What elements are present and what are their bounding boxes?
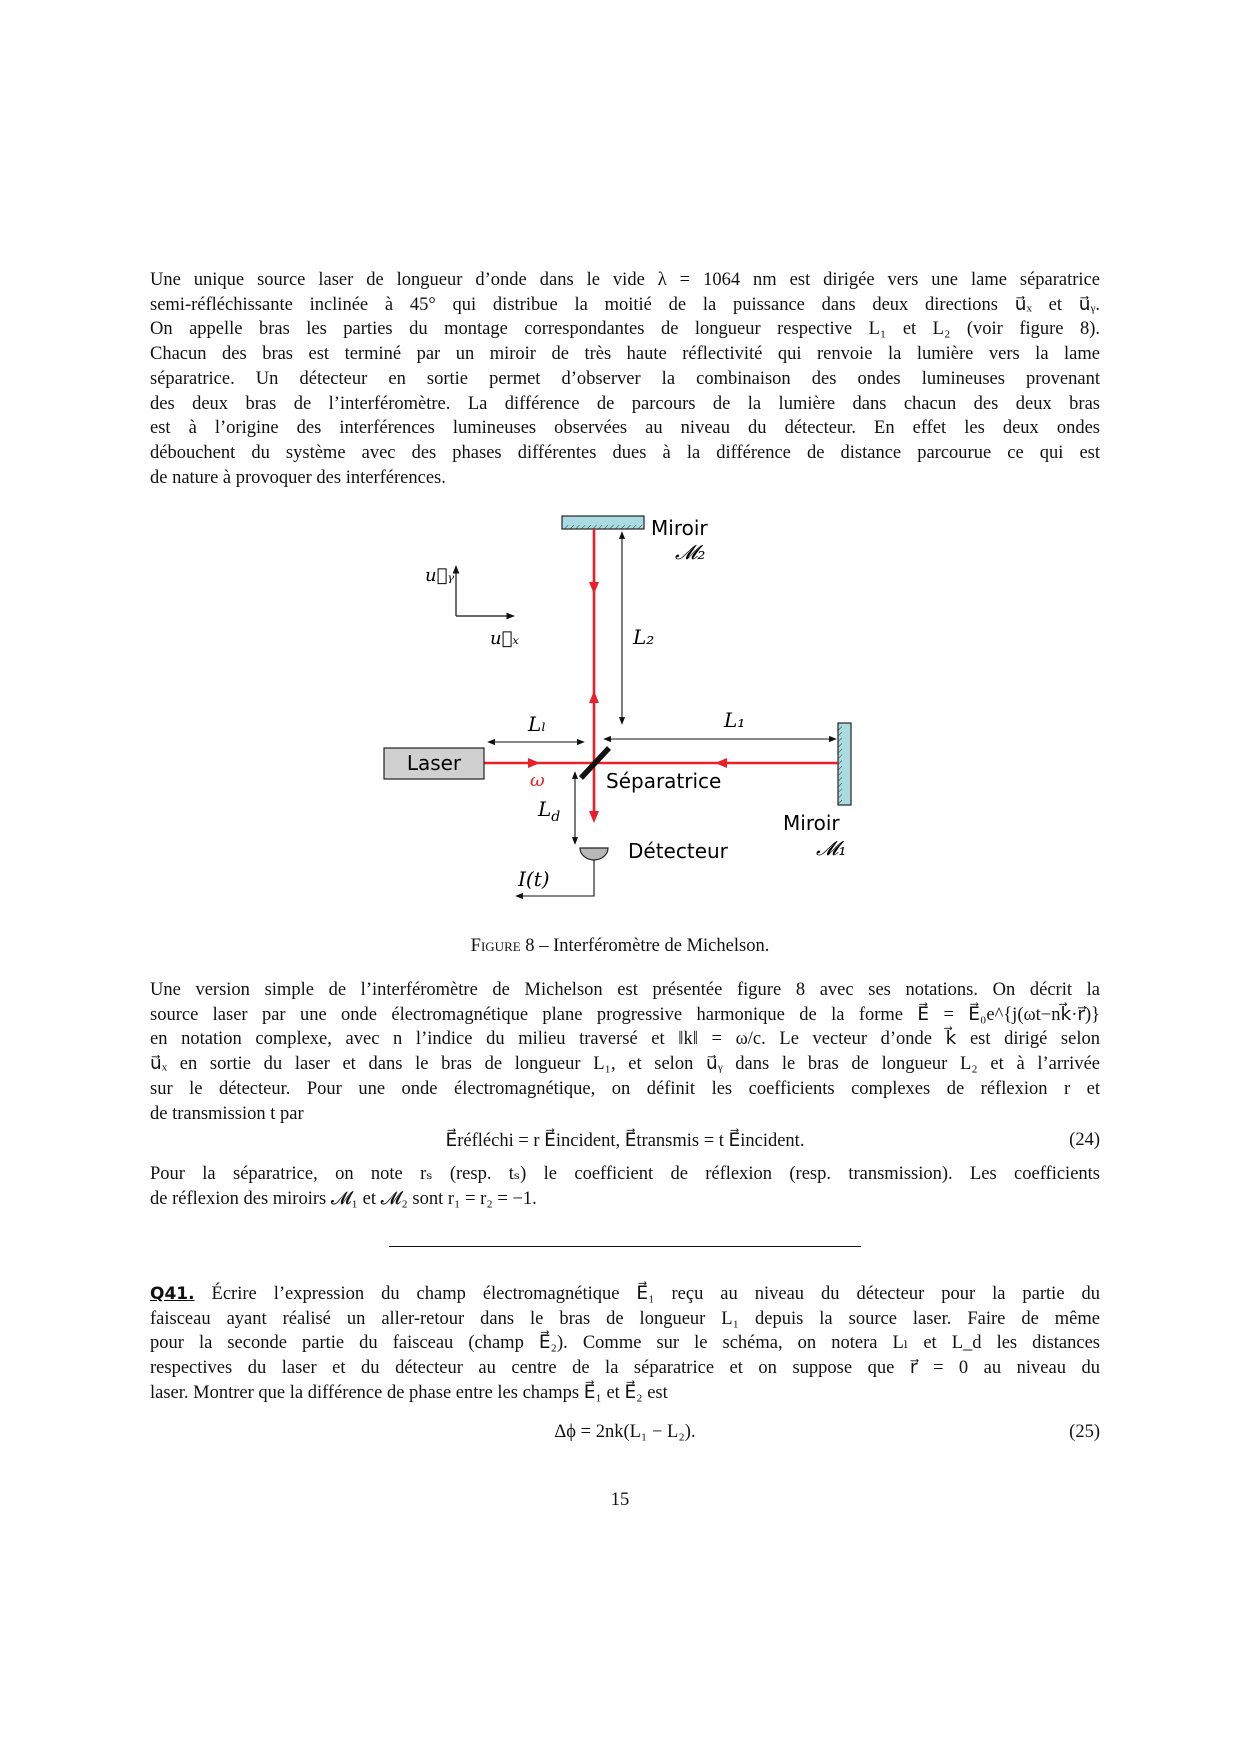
description-line: source laser par une onde électromagnétique plane progressive harmonique de la forme E⃗ = E⃗₀e^{j(ωt−nk⃗·r⃗)}	[150, 1004, 1100, 1025]
intro-line: est à l’origine des interférences lumineuses observées au niveau du détecteur. En effet les deux ondes	[150, 418, 1100, 439]
It-label: I(t)	[518, 867, 550, 891]
michelson-diagram	[370, 508, 870, 908]
intro-line: Une unique source laser de longueur d’onde dans le vide λ = 1064 nm est dirigée vers une lame séparatrice	[150, 270, 1100, 290]
description-line: Une version simple de l’interféromètre de Michelson est présentée figure 8 avec ses notations. On décrit la	[150, 980, 1100, 1000]
mirror-m1-label: Miroir	[783, 811, 840, 835]
page-number: 15	[610, 1490, 630, 1510]
coefficients-paragraph	[150, 1162, 1100, 1211]
beam-splitter-label: Séparatrice	[606, 769, 722, 793]
axes	[456, 566, 514, 616]
equation-24-number: (24)	[1069, 1130, 1100, 1150]
question-label: Q41.	[150, 1284, 195, 1304]
intro-line: semi-réfléchissante inclinée à 45° qui distribue la moitié de la puissance dans deux directions u⃗ₓ et u⃗ᵧ.	[150, 294, 1100, 315]
description-paragraph	[150, 978, 1100, 1126]
Ll-label: Lₗ	[528, 712, 547, 736]
mirror-m1-symbol: 𝓜₁	[816, 836, 847, 860]
question-line: laser. Montrer que la différence de phase entre les champs E⃗₁ et E⃗₂ est	[150, 1382, 668, 1403]
Ld-label: $L_d$	[538, 797, 561, 825]
caption-text: – Interféromètre de Michelson.	[534, 936, 770, 956]
description-line: de transmission t par	[150, 1103, 304, 1124]
ux-label: u⃗ₓ	[490, 628, 519, 649]
section-divider	[389, 1246, 861, 1247]
figure-caption	[0, 936, 1240, 957]
intro-line: des deux bras de l’interféromètre. La différence de parcours de la lumière dans chacun des deux bras	[150, 393, 1100, 414]
mirror-m1	[838, 723, 851, 805]
intro-line: séparatrice. Un détecteur en sortie permet d’observer la combinaison des ondes lumineuses provenant	[150, 368, 1100, 389]
laser-label: Laser	[406, 751, 462, 775]
intro-line: de nature à provoquer des interférences.	[150, 467, 446, 488]
question-text: Écrire l’expression du champ électromagnétique E⃗₁ reçu au niveau du détecteur pour la partie du	[194, 1284, 1100, 1304]
coefficients-line: de réflexion des miroirs 𝓜₁ et 𝓜₂ sont r₁ = r₂ = −1.	[150, 1188, 537, 1209]
equation-25-body: Δϕ = 2nk(L₁ − L₂).	[554, 1422, 696, 1442]
description-line: u⃗ₓ en sortie du laser et dans le bras de longueur L₁, et selon u⃗ᵧ dans le bras de longueur L₂ et à l’arrivée	[150, 1054, 1100, 1075]
coefficients-line: Pour la séparatrice, on note rₛ (resp. tₛ) le coefficient de réflexion (resp. transmission). Les coefficients	[150, 1164, 1100, 1184]
mirror-m2	[562, 516, 644, 529]
intro-line: On appelle bras les parties du montage correspondantes de longueur respective L₁ et L₂ (voir figure 8).	[150, 319, 1100, 340]
question-line: respectives du laser et du détecteur au centre de la séparatrice et on suppose que r⃗ = 0 au niveau du	[150, 1358, 1100, 1379]
question-line: pour la seconde partie du faisceau (champ E⃗₂). Comme sur le schéma, on notera Lₗ et L_d les distances	[150, 1333, 1100, 1354]
description-line: en notation complexe, avec n l’indice du milieu traversé et ‖k‖ = ω/c. Le vecteur d’onde k⃗ est dirigé selon	[150, 1029, 1100, 1050]
equation-25-number: (25)	[1069, 1422, 1100, 1442]
detector-label: Détecteur	[628, 839, 728, 863]
mirror-m2-label: Miroir	[651, 516, 708, 540]
uy-label: u⃗ᵧ	[425, 565, 455, 586]
caption-prefix: Figure 8	[470, 936, 535, 956]
description-line: sur le détecteur. Pour une onde électromagnétique, on définit les coefficients complexes de réflexion r et	[150, 1078, 1100, 1099]
question-line	[150, 1282, 1100, 1307]
mirror-m2-symbol: 𝓜₂	[675, 540, 706, 564]
intro-line: Chacun des bras est terminé par un miroir de très haute réflectivité qui renvoie la lumière vers la lame	[150, 344, 1100, 365]
L1-label: L₁	[724, 708, 746, 732]
question-41	[150, 1282, 1100, 1406]
L2-label: L₂	[633, 625, 655, 649]
intro-line: débouchent du système avec des phases différentes dues à la différence de distance parcourue ce qui est	[150, 442, 1100, 463]
intro-paragraph	[150, 268, 1100, 490]
omega-label: ω	[530, 770, 545, 791]
question-line: faisceau ayant réalisé un aller-retour dans le bras de longueur L₁ depuis la source laser. Faire de même	[150, 1308, 1100, 1329]
equation-24-body: E⃗réfléchi = r E⃗incident, E⃗transmis = t E⃗incident.	[445, 1131, 805, 1151]
detector	[580, 848, 608, 860]
